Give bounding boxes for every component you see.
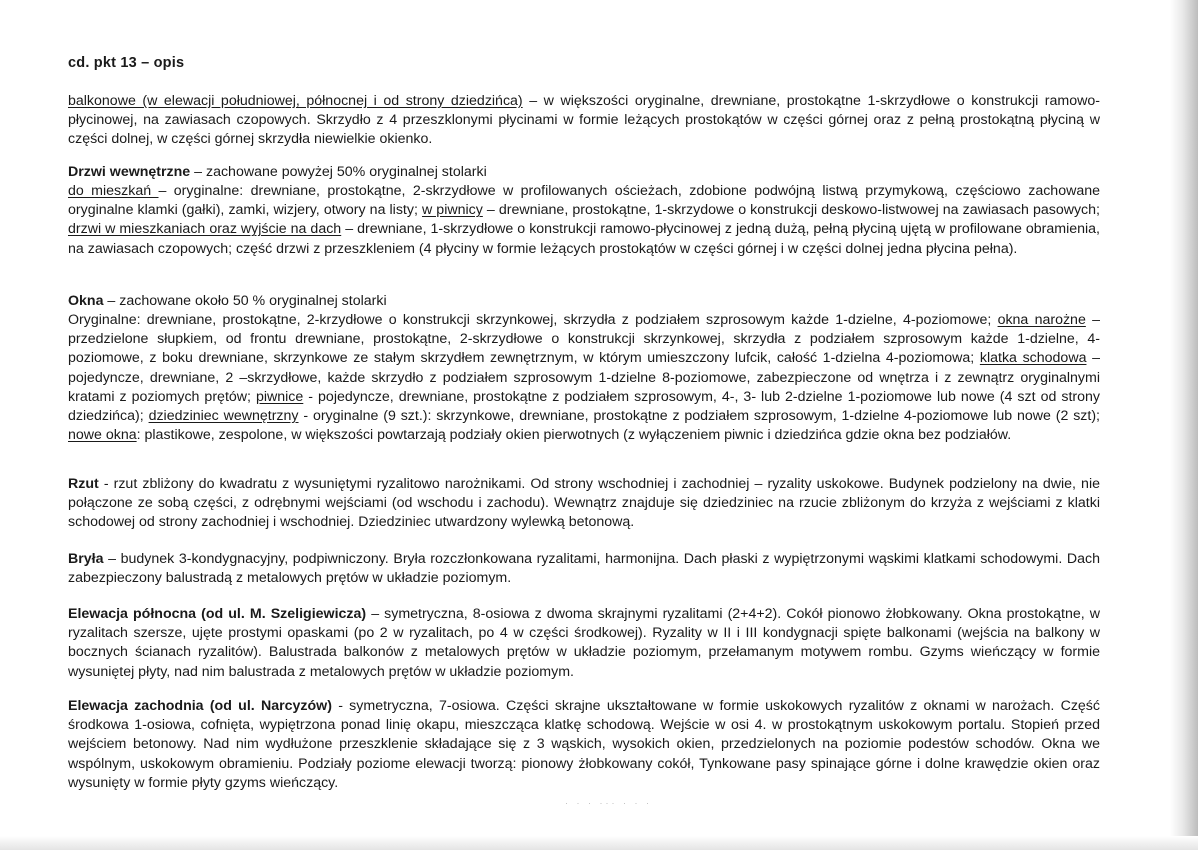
paragraph-bryla [68,550,1100,588]
paragraph-text: : plastikowe, zespolone, w większości powtarzają podziały okien pierwotnych (z wyłączeniem piwnic i dziedzińca gdzie okna bez podziałów. [136,427,1012,444]
paragraph-drzwi [68,182,1100,259]
paragraph-text: - pojedyncze, drewniane, prostokątne z podziałem szprosowym, 4-, 3- lub 2-dzielne 1-poziomowe lub nowe (4 szt od strony dziedzińca); [68,388,1100,425]
section-drzwi-heading [68,163,1100,182]
underlined-phrase: dziedziniec wewnętrzny [148,408,299,425]
paragraph-elewacja-polnocna [68,605,1100,682]
page-title: cd. pkt 13 – opis [68,55,185,71]
paragraph-text: – przedzielone słupkiem, od frontu drewniane, prostokątne, 2-skrzydłowe o konstrukcji skrzynkowej, skrzydła z podziałem szprosowym każde 1-dzielne, 4-poziomowe, z boku drewniane, skrzynkowe ze stałym skrzydłem zewnętrznym, w którym umieszczony lufcik, całość 1-dzielna 4-poziomowa; [68,312,1100,367]
section-heading: Drzwi wewnętrzne [68,164,191,180]
paragraph-text: – drewniane, prostokątne, 1-skrzydowe o konstrukcji deskowo-listwowej na zawiasach pasowych; [482,202,1100,219]
underlined-phrase: do mieszkań [68,183,159,199]
paragraph-balkonowe [68,92,1100,150]
paragraph-elewacja-zachodnia [68,697,1100,793]
paragraph-text: – oryginalne: drewniane, prostokątne, 2-skrzydłowe w profilowanych ościeżach, zdobione podwójną listwą przymykową, częściowo zachowane oryginalne klamki (gałki), zamki, wizjery, otwory na listy; [68,183,1100,219]
underlined-phrase: nowe okna [68,427,137,444]
underlined-phrase: piwnice [255,388,304,405]
section-heading: Elewacja północna (od ul. M. Szeligiewicza) [68,606,367,622]
scan-bottom-edge [0,836,1198,850]
underlined-phrase: w piwnicy [421,202,483,219]
paragraph-text: - oryginalne (9 szt.): skrzynkowe, drewniane, prostokątne z podziałem szprosowym, 1-dzielne 4-poziomowe lub nowe (2 szt); [298,408,1100,425]
section-heading: Okna [68,293,104,309]
scan-noise: · · · ··· · · · [565,798,652,808]
paragraph-text: Oryginalne: drewniane, prostokątne, 2-krzydłowe o konstrukcji skrzynkowej, skrzydła z podziałem szprosowym każde 1-dzielne, 4-poziomowe; [68,312,998,328]
paragraph-text: – symetryczna, 8-osiowa z dwoma skrajnymi ryzalitami (2+4+2). Cokół pionowo żłobkowany. Okna prostokątne, w ryzalitach szersze, ujęte prostymi opaskami (po 2 w ryzalitach, po 4 w części środkowej). Ryzality w II i III kondygnacji spięte balkonami (wejścia na balkony w bocznych ścianach ryzalitów). Balustrada balkonów z metalowych prętów w układzie poziomym, przełamanym motywem rombu. Gzyms wieńczący w formie wysuniętej płyty, nad nim balustrada z metalowych prętów w układzie poziomym. [68,606,1100,680]
paragraph-text: - rzut zbliżony do kwadratu z wysuniętymi ryzalitowo narożnikami. Od strony wschodniej i zachodniej – ryzality uskokowe. Budynek podzielony na dwie, nie połączone ze sobą części, z odrębnymi wejściami (od wschodu i zachodu). Wewnątrz znajduje się dziedziniec na rzucie zbliżonym do krzyża z wejściami z klatki schodowej od strony zachodniej i wschodniej. Dziedziniec utwardzony wylewką betonową. [68,476,1100,531]
paragraph-text: – budynek 3-kondygnacyjny, podpiwniczony. Bryła rozczłonkowana ryzalitami, harmonijna. Dach płaski z wypiętrzonymi wąskimi klatkami schodowymi. Dach zabezpieczony balustradą z metalowych prętów w układzie poziomym. [68,551,1100,587]
paragraph-text: - symetryczna, 7-osiowa. Części skrajne ukształtowane w formie uskokowych ryzalitów z oknami w narożach. Część środkowa 1-osiowa, cofnięta, wypiętrzona ponad linię okapu, mieszcząca klatkę schodową. Wejście w osi 4. w prostokątnym uskokowym portalu. Stopień przed wejściem betonowy. Nad nim wydłużone przeszklenie składające się z 3 wąskich, wysokich okien, przedzielonych na poziomie podestów schodów. Okna we wspólnym, uskokowym obramieniu. Podziały poziome elewacji tworzą: pionowy żłobkowany cokół, Tynkowane pasy spinające górne i dolne krawędzie okien oraz wysunięty w formie płyty gzyms wieńczący. [68,698,1100,791]
paragraph-okna [68,311,1100,445]
section-heading-rest: – zachowane około 50 % oryginalnej stolarki [103,293,387,309]
paragraph-text: – pojedyncze, drewniane, 2 –skrzydłowe, każde skrzydło z podziałem szprosowym 1-dzielne 8-poziomowe, zabezpieczone od wnętrza i z zewnątrz oryginalnymi kratami z poziomych prętów; [68,350,1101,405]
scan-page-edge [1170,0,1198,850]
paragraph-text: – w większości oryginalne, drewniane, prostokątne 1-skrzydłowe o konstrukcji ramowo-płycinowej, na zawiasach czopowych. Skrzydło z 4 przeszklonymi płycinami w formie leżących prostokątów w części górnej oraz z pełną prostokątną płyciną w części dolnej, w części górnej skrzydła niewielkie okienko. [68,93,1100,148]
section-heading-rest: – zachowane powyżej 50% oryginalnej stolarki [190,164,487,180]
underlined-phrase: balkonowe (w elewacji południowej, północnej i od strony dziedzińca) [68,93,523,109]
underlined-phrase: okna narożne [997,312,1086,328]
section-okna-heading [68,292,1100,311]
section-heading: Bryła [68,551,104,567]
section-heading: Elewacja zachodnia (od ul. Narcyzów) [68,698,332,714]
section-heading: Rzut [68,476,99,492]
paragraph-text: – drewniane, 1-skrzydłowe o konstrukcji ramowo-płycinowej z jedną dużą, pełną płyciną ujętą w profilowane obramienia, na zawiasach czopowych; część drzwi z przeszkleniem (4 płyciny w formie leżących prostokątów w części górnej i w części dolnej jedna płycina pełna). [68,221,1100,257]
underlined-phrase: klatka schodowa [979,350,1087,367]
underlined-phrase: drzwi w mieszkaniach oraz wyjście na dach [68,221,342,238]
paragraph-rzut [68,475,1100,533]
